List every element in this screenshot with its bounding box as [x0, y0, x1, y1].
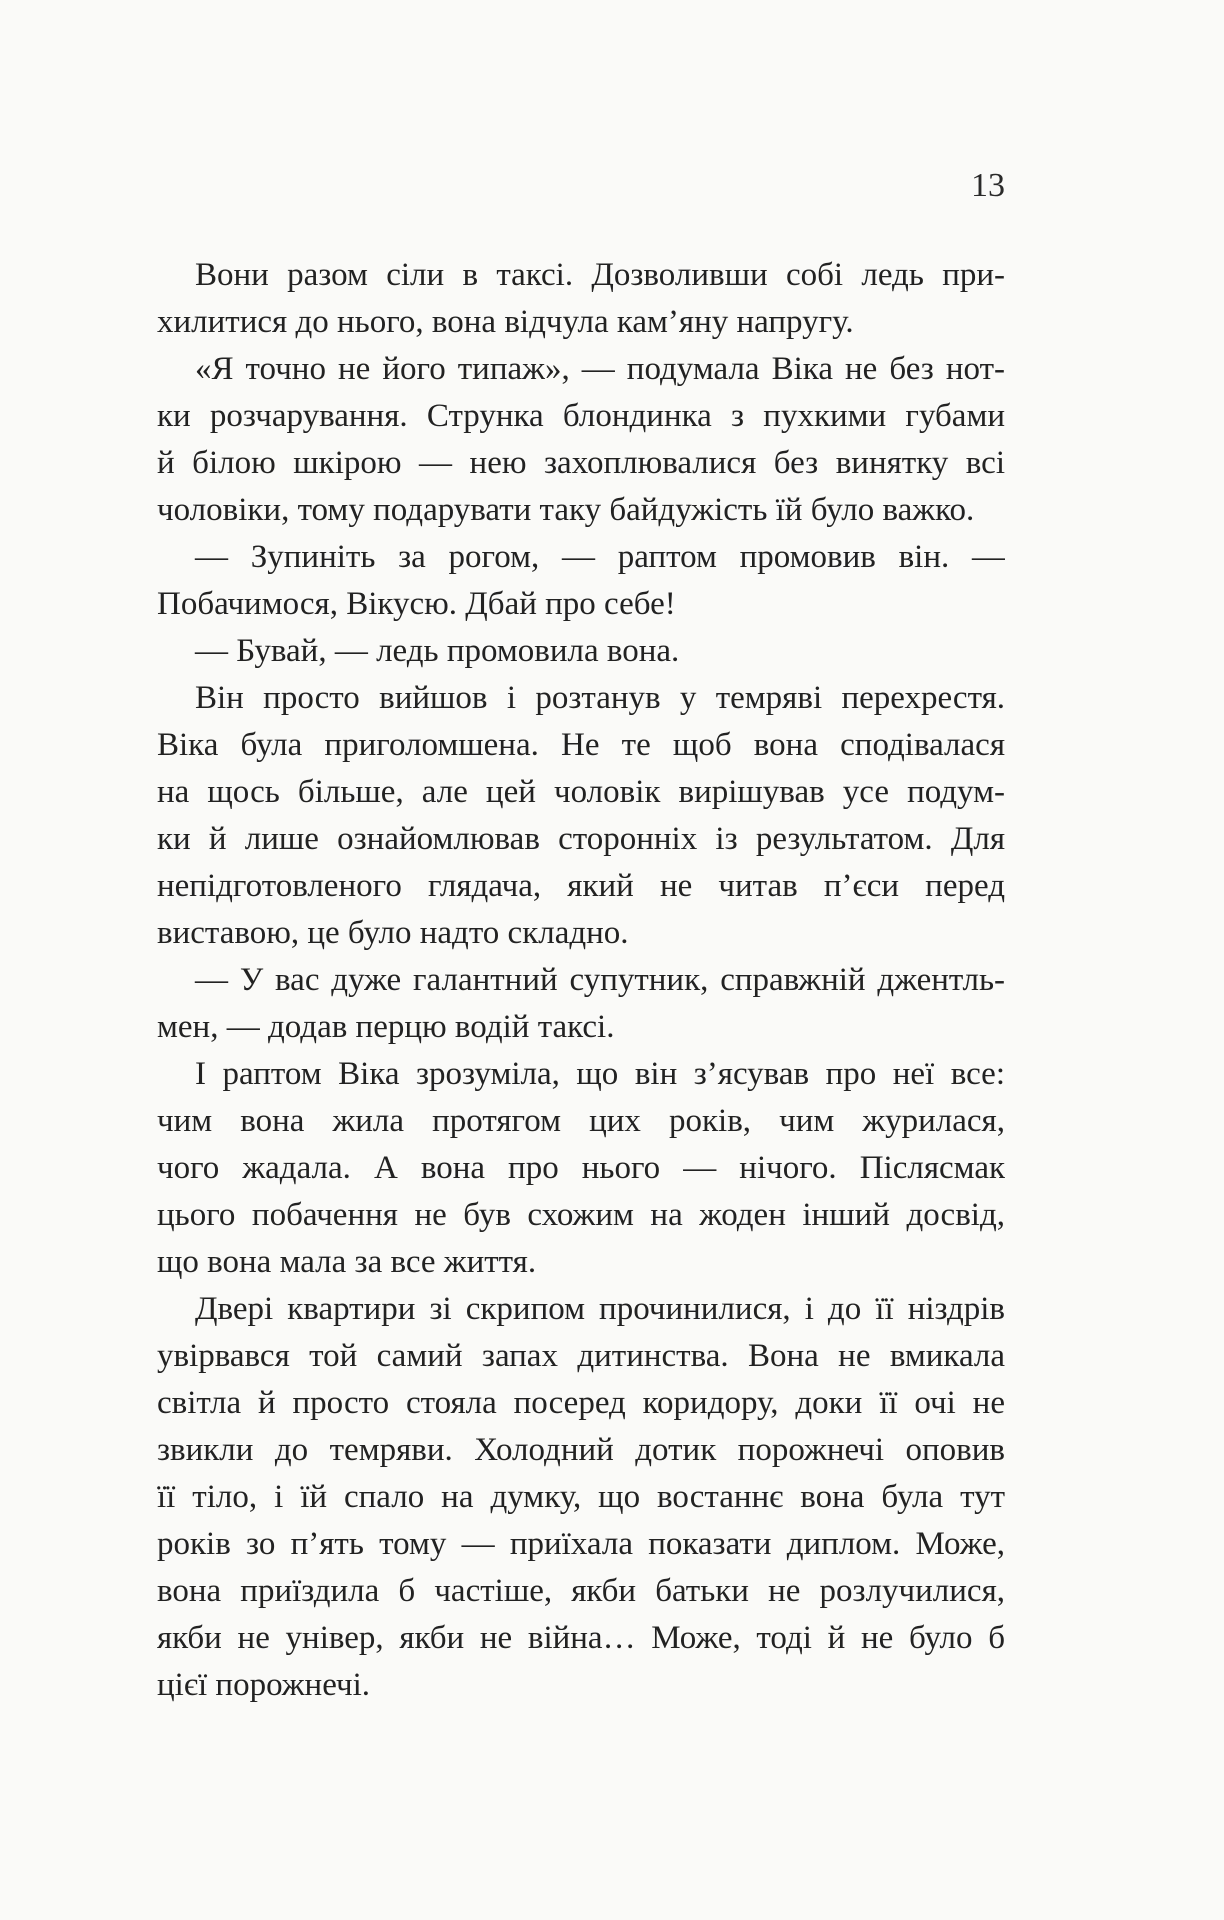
text-line: що вона мала за все життя. [157, 1244, 537, 1280]
page-number: 13 [971, 167, 1005, 204]
paragraph [157, 675, 1005, 957]
text-line: хилитися до нього, вона відчула кам’яну напругу. [157, 304, 854, 340]
text-line: ки й лише ознайомлював сторонніх із результатом. Для [157, 821, 1005, 857]
paragraph [157, 534, 1005, 628]
text-line: І раптом Віка зрозуміла, що він з’ясував про неї все: [195, 1056, 1005, 1092]
text-line: чоловіки, тому подарувати таку байдужість їй було важко. [157, 492, 975, 528]
text-line: ки розчарування. Струнка блондинка з пухкими губами [157, 398, 1005, 434]
text-line: Він просто вийшов і розтанув у темряві перехрестя. [195, 680, 1005, 716]
text-line: на щось більше, але цей чоловік вирішував усе подум- [157, 774, 1005, 810]
text-line: років зо п’ять тому — приїхала показати диплом. Може, [157, 1526, 1005, 1562]
text-line: — У вас дуже галантний супутник, справжній джентль- [195, 962, 1005, 998]
paragraph [157, 957, 1005, 1051]
text-line: мен, — додав перцю водій таксі. [157, 1009, 615, 1045]
text-line: Віка була приголомшена. Не те щоб вона сподівалася [157, 727, 1005, 763]
paragraph [157, 628, 1005, 675]
text-line: цієї порожнечі. [157, 1667, 371, 1703]
paragraph [157, 1051, 1005, 1286]
text-line: якби не універ, якби не війна… Може, тоді й не було б [157, 1620, 1005, 1656]
text-line: непідготовленого глядача, який не читав п’єси перед [157, 868, 1005, 904]
text-line: «Я точно не його типаж», — подумала Віка не без нот- [195, 351, 1005, 387]
text-line: увірвався той самий запах дитинства. Вона не вмикала [157, 1338, 1005, 1374]
text-line: чого жадала. А вона про нього — нічого. Післясмак [157, 1150, 1005, 1186]
paragraph [157, 252, 1005, 346]
paragraph [157, 346, 1005, 534]
text-line: її тіло, і їй спало на думку, що востаннє вона була тут [157, 1479, 1005, 1515]
text-line: Вони разом сіли в таксі. Дозволивши собі ледь при- [195, 257, 1005, 293]
text-line: цього побачення не був схожим на жоден інший досвід, [157, 1197, 1005, 1233]
text-line: чим вона жила протягом цих років, чим журилася, [157, 1103, 1005, 1139]
text-line: вона приїздила б частіше, якби батьки не розлучилися, [157, 1573, 1005, 1609]
text-line: й білою шкірою — нею захоплювалися без винятку всі [157, 445, 1005, 481]
text-line: звикли до темряви. Холодний дотик порожнечі оповив [157, 1432, 1005, 1468]
text-line: виставою, це було надто складно. [157, 915, 629, 951]
text-line: світла й просто стояла посеред коридору, доки її очі не [157, 1385, 1005, 1421]
text-line: Побачимося, Вікусю. Дбай про себе! [157, 586, 676, 622]
paragraph [157, 1286, 1005, 1709]
text-block [157, 252, 1005, 1709]
text-line: — Бувай, — ледь промовила вона. [195, 633, 680, 669]
text-line: Двері квартири зі скрипом прочинилися, і до її ніздрів [195, 1291, 1005, 1327]
text-line: — Зупиніть за рогом, — раптом промовив він. — [195, 539, 1005, 575]
